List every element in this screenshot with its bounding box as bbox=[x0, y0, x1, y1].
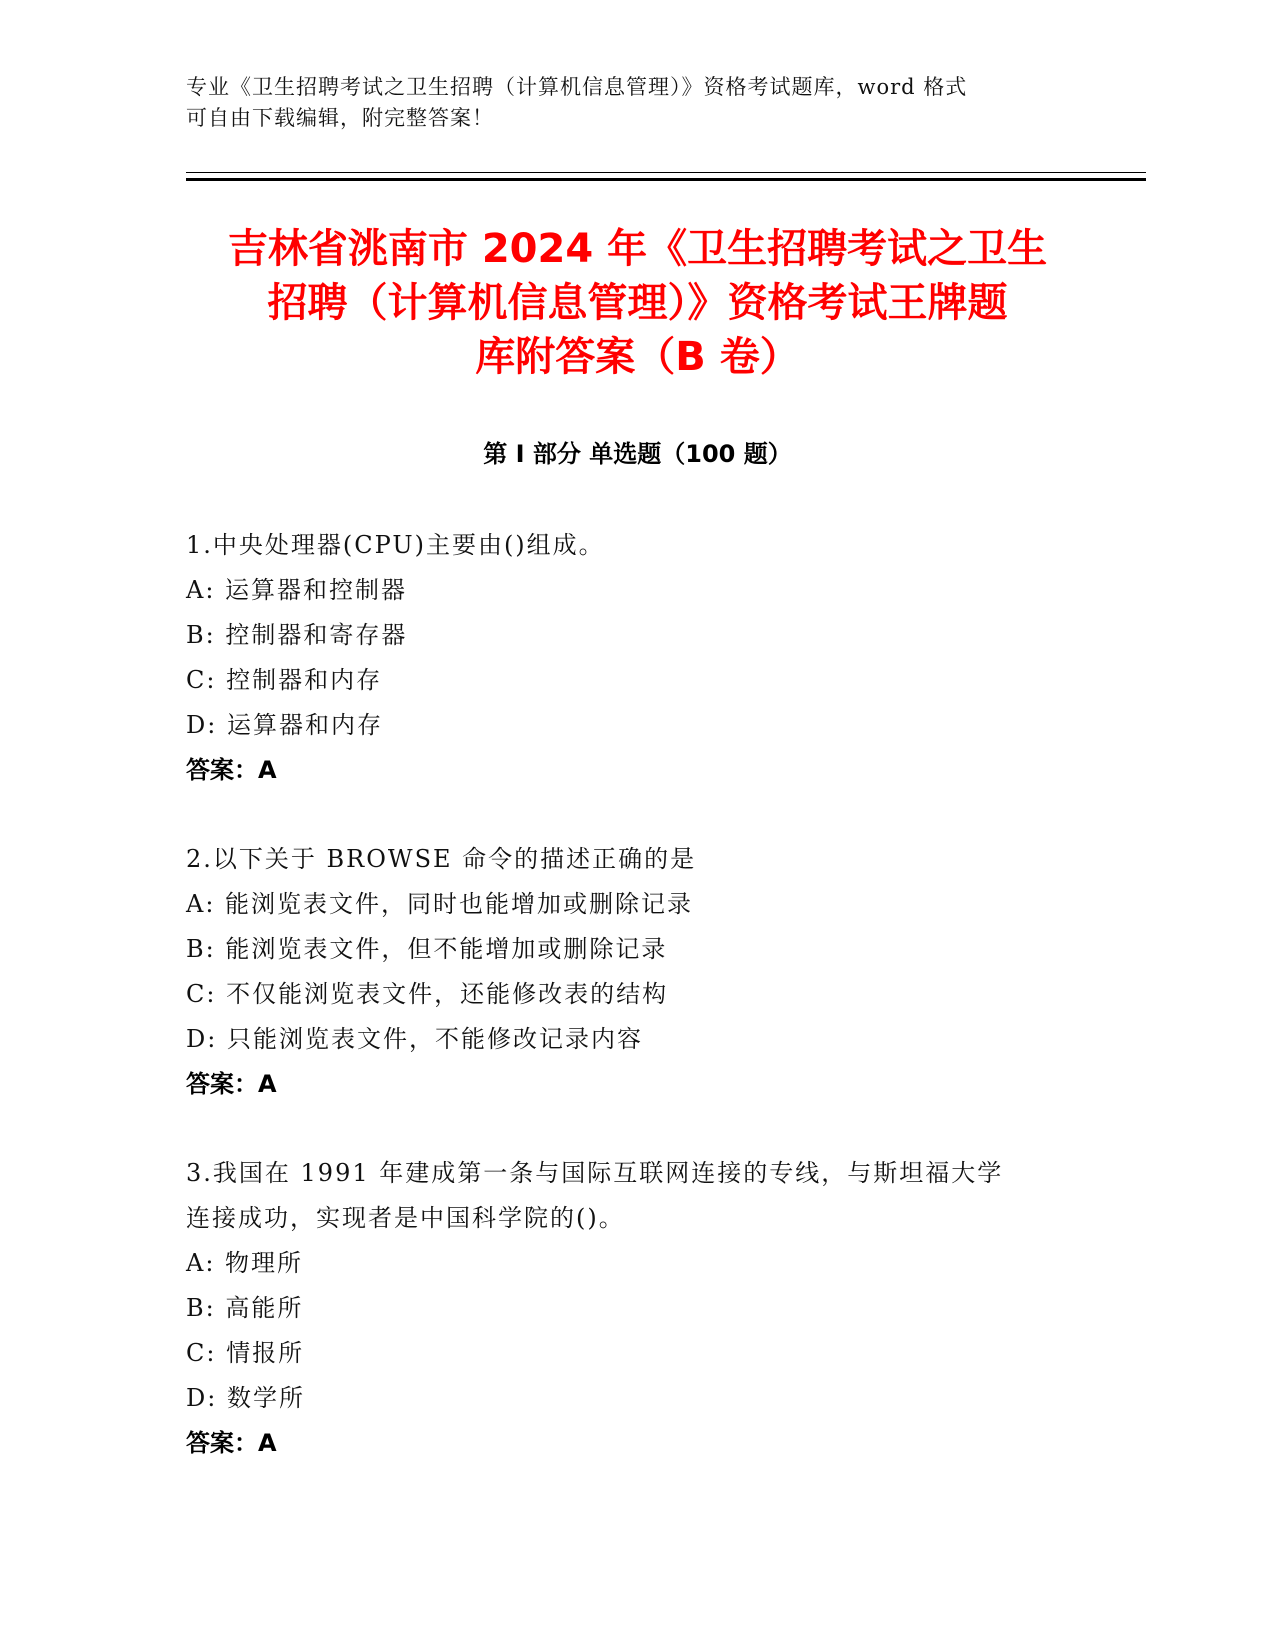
header-divider-thin bbox=[186, 172, 1146, 173]
option-c: C: 情报所 bbox=[186, 1339, 305, 1367]
section-heading: 第 I 部分 单选题（100 题） bbox=[483, 440, 792, 468]
option-c: C: 控制器和内存 bbox=[186, 666, 383, 694]
option-b: B: 高能所 bbox=[186, 1294, 304, 1322]
question-spacer bbox=[186, 1107, 1086, 1151]
option-d: D: 运算器和内存 bbox=[186, 711, 383, 739]
answer-line: 答案：A bbox=[186, 756, 277, 784]
question-item bbox=[186, 837, 1086, 1107]
answer-line: 答案：A bbox=[186, 1429, 277, 1457]
question-text-line: 1.中央处理器(CPU)主要由()组成。 bbox=[186, 531, 605, 559]
option-a: A: 能浏览表文件，同时也能增加或删除记录 bbox=[186, 890, 694, 918]
header-note-line: 专业《卫生招聘考试之卫生招聘（计算机信息管理）》资格考试题库，word 格式 bbox=[186, 75, 968, 99]
title-line: 招聘（计算机信息管理）》资格考试王牌题 bbox=[267, 280, 1008, 326]
question-text-line: 3.我国在 1991 年建成第一条与国际互联网连接的专线，与斯坦福大学 bbox=[186, 1159, 1004, 1187]
title-line: 库附答案（B 卷） bbox=[475, 334, 800, 380]
option-d: D: 数学所 bbox=[186, 1384, 305, 1412]
option-b: B: 能浏览表文件，但不能增加或删除记录 bbox=[186, 935, 668, 963]
question-item bbox=[186, 1151, 1086, 1466]
option-d: D: 只能浏览表文件，不能修改记录内容 bbox=[186, 1025, 643, 1053]
question-item bbox=[186, 523, 1086, 793]
question-spacer bbox=[186, 793, 1086, 837]
header-divider-thick bbox=[186, 178, 1146, 181]
question-text bbox=[186, 523, 1086, 568]
option-a: A: 运算器和控制器 bbox=[186, 576, 408, 604]
question-text bbox=[186, 837, 1086, 882]
header-note-line: 可自由下载编辑，附完整答案！ bbox=[186, 106, 494, 130]
option-c: C: 不仅能浏览表文件，还能修改表的结构 bbox=[186, 980, 669, 1008]
title-line: 吉林省洮南市 2024 年《卫生招聘考试之卫生 bbox=[227, 226, 1048, 272]
question-text-line: 连接成功，实现者是中国科学院的()。 bbox=[186, 1204, 625, 1232]
question-list bbox=[186, 523, 1086, 1466]
answer-line: 答案：A bbox=[186, 1070, 277, 1098]
question-text-line: 2.以下关于 BROWSE 命令的描述正确的是 bbox=[186, 845, 697, 873]
option-a: A: 物理所 bbox=[186, 1249, 304, 1277]
header-note bbox=[186, 72, 1066, 134]
question-text bbox=[186, 1151, 1086, 1241]
option-b: B: 控制器和寄存器 bbox=[186, 621, 408, 649]
document-title bbox=[150, 222, 1125, 384]
